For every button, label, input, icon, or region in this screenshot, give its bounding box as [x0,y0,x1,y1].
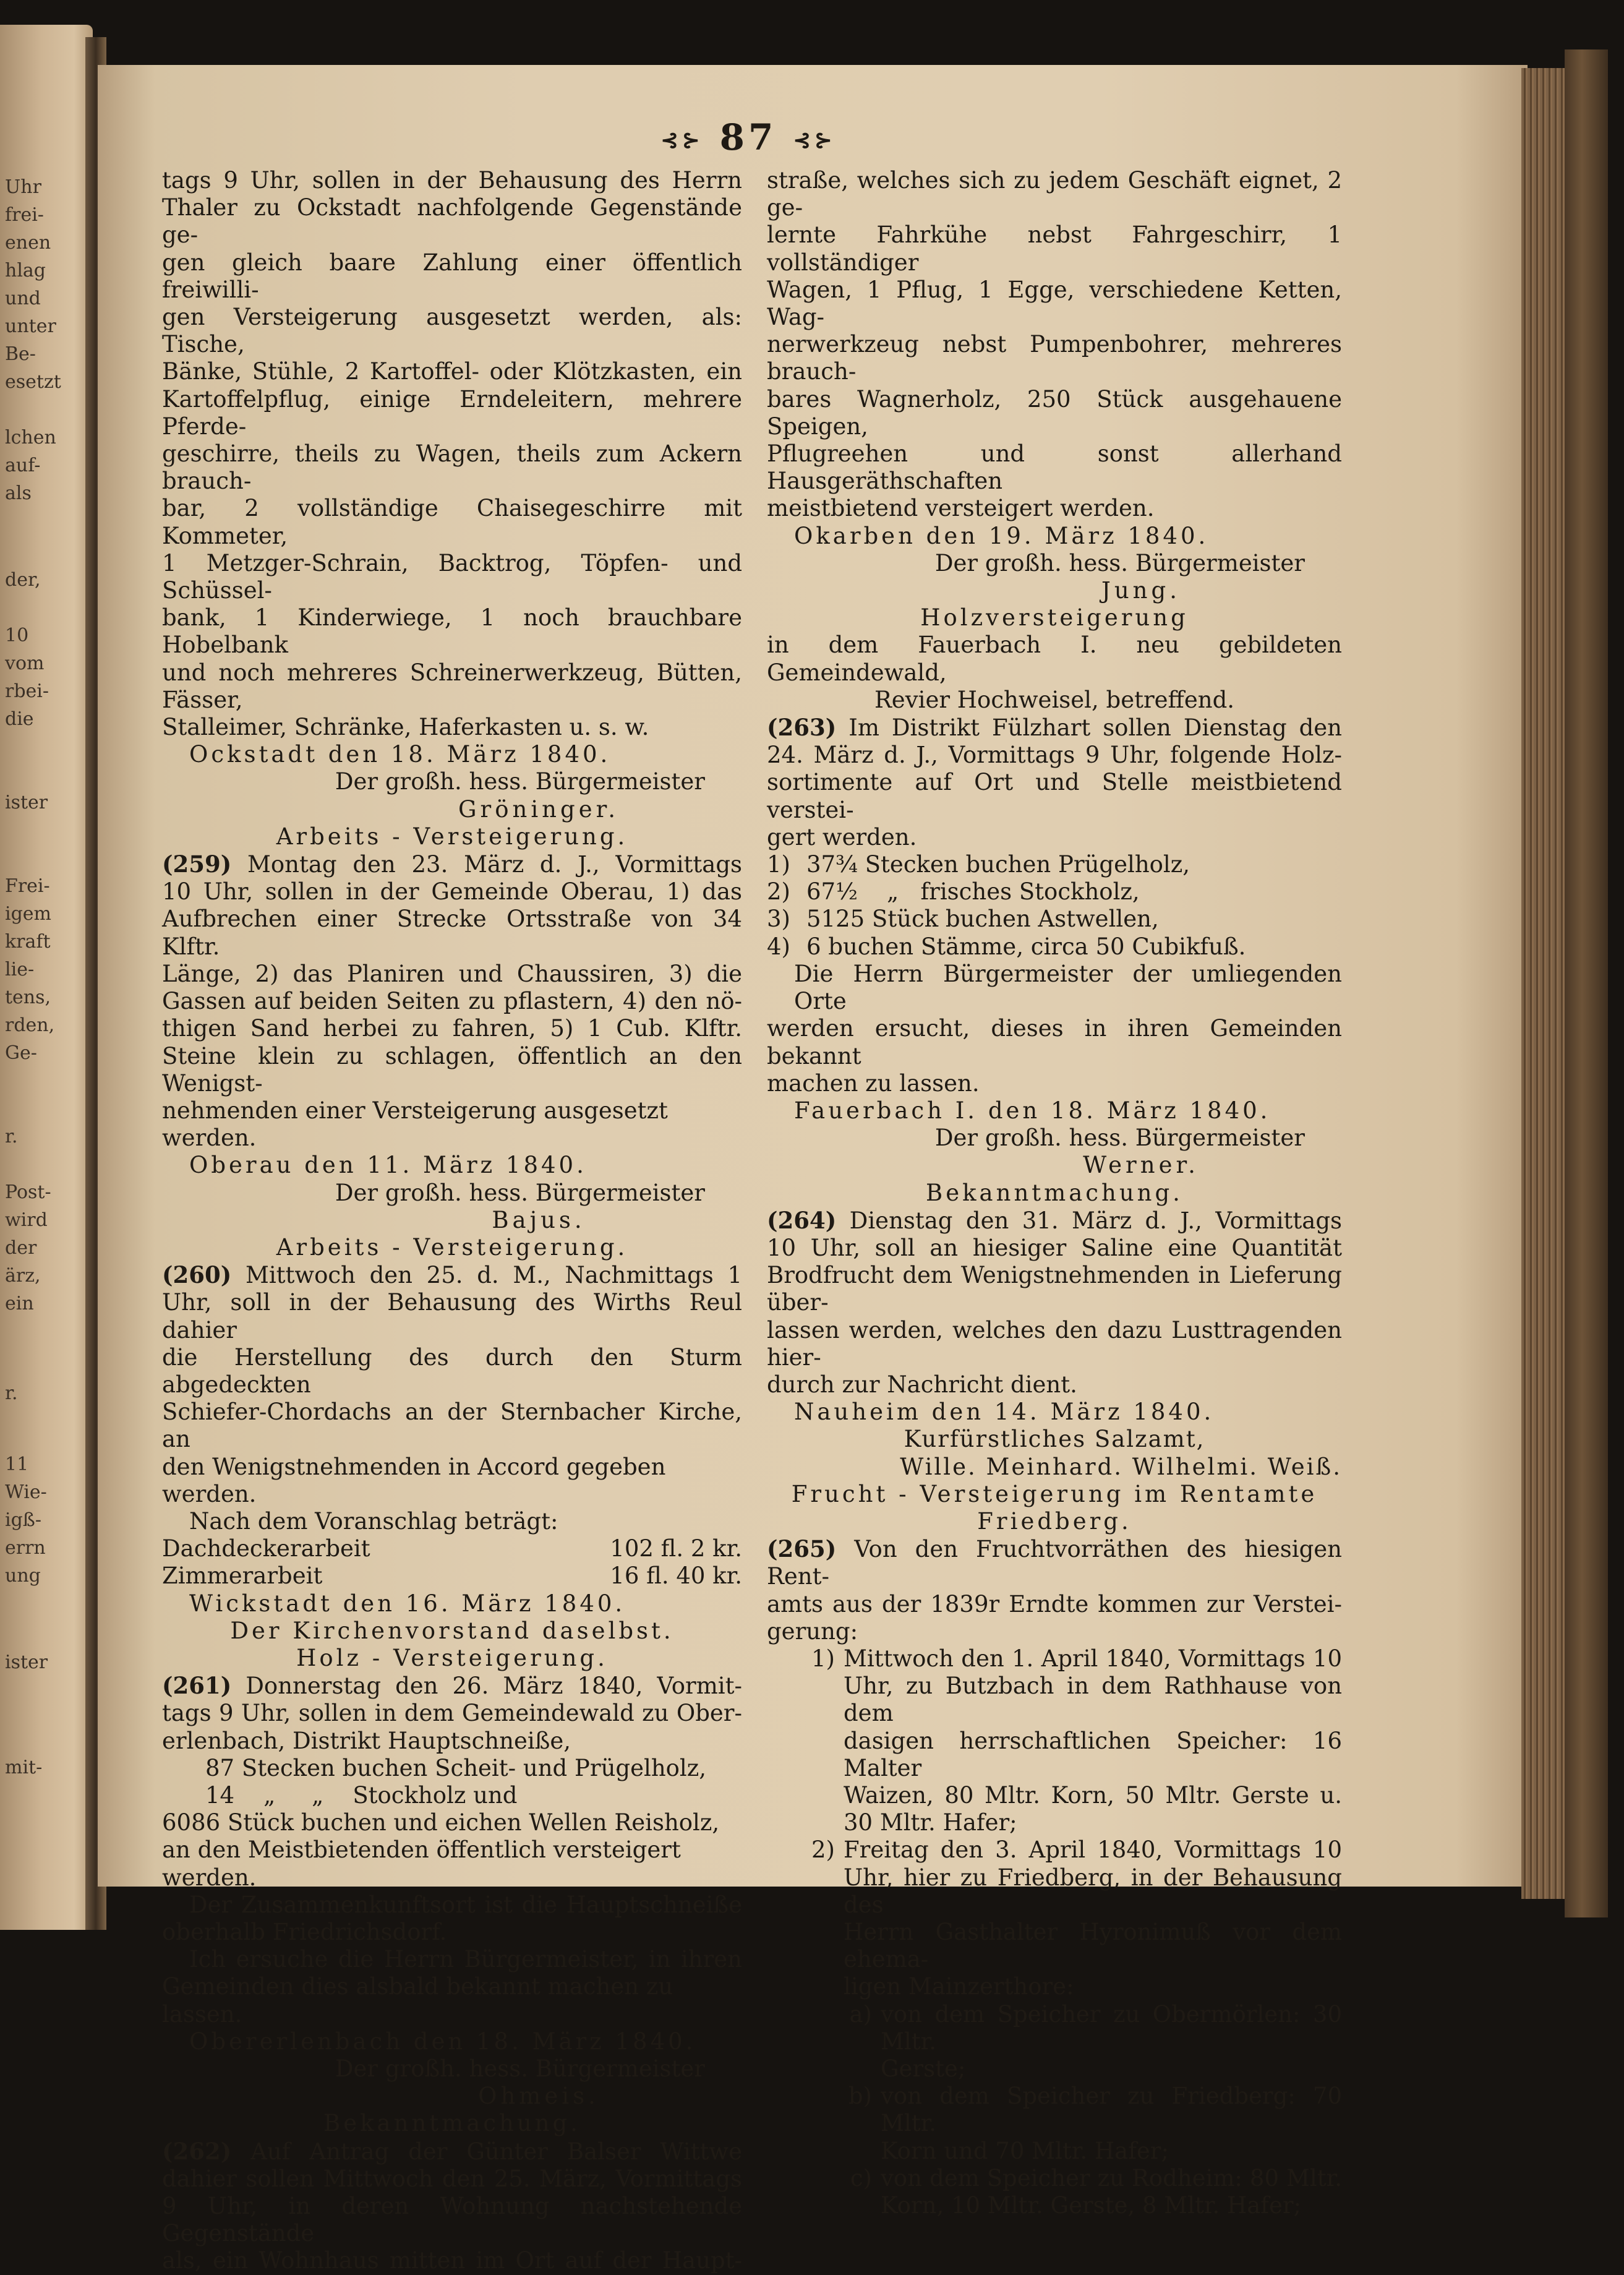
notice-first-line [767,714,1342,742]
text-line: tags 9 Uhr, sollen in der Behausung des Herrn [162,167,742,194]
text-line: Pflugreehen und sonst allerhand Hausgeräthschaften [767,440,1342,495]
text-line: 24. März d. J., Vormittags 9 Uhr, folgende Holz- [767,742,1342,769]
text-line: bank, 1 Kinderwiege, 1 noch brauchbare Hobelbank [162,604,742,659]
book-cover [1565,49,1608,1917]
notice-text: Montag den 23. März d. J., Vormittags [247,851,743,878]
notice-date: Obererlenbach den 18. März 1840. [189,2028,696,2055]
left-page-fragment: ister [5,1652,48,1673]
left-page-fragment: r. [5,1382,18,1404]
signature-title: Kurfürstliches Salzamt, [904,1426,1205,1453]
notice-heading: Arbeits - Versteigerung. [276,1233,628,1261]
text-line: gen Versteigerung ausgesetzt werden, als: Tische, [162,304,742,358]
page-header [643,116,853,158]
text-line: Schiefer-Chordachs an der Sternbacher Kirche, an [162,1399,742,1453]
notice-text: Dienstag den 31. März d. J., Vormittags [849,1207,1342,1234]
text-line: Freitag den 3. April 1840, Vormittags 10 [844,1836,1342,1864]
signature-title: Der großh. hess. Bürgermeister [335,2055,705,2083]
notice-number: (260) [162,1261,232,1289]
text-line: als, ein Wohnhaus mitten im Ort auf der Haupt- [162,2247,742,2274]
cost-label: Dachdeckerarbeit [162,1535,370,1562]
left-column [162,167,742,2275]
left-page-fragment: ein [5,1293,34,1314]
signature-title: Der großh. hess. Bürgermeister [934,1125,1305,1152]
notice-heading: Bekanntmachung. [926,1179,1183,1206]
page-number: 87 [719,116,777,158]
left-page-fragment: Wie- [5,1481,47,1503]
left-page-fragment: enen [5,232,51,254]
text-line: von dem Speicher zu Friedberg: 70 Mltr. [881,2083,1342,2137]
left-page-fragment: ärz, [5,1265,41,1287]
ornament-left: ⊰⊱ [660,128,704,153]
left-page-edge [0,25,93,1930]
notice-heading: Friedberg. [977,1507,1132,1535]
left-page-fragment: kraft [5,931,51,953]
signature-title: Der Kirchenvorstand daselbst. [230,1617,674,1644]
notice-date: Okarben den 19. März 1840. [794,522,1209,549]
cost-amount: 102 fl. 2 kr. [610,1535,742,1562]
text-line: bares Wagnerholz, 250 Stück ausgehauene Speigen, [767,385,1342,440]
notice-date: Ockstadt den 18. März 1840. [189,741,611,768]
cost-row [162,1562,742,1590]
text-line: Steine klein zu schlagen, öffentlich an den Wenigst- [162,1042,742,1097]
left-page-fragment: lchen [5,427,56,448]
notice-first-line [767,1207,1342,1235]
auction-subitem [767,2083,1342,2165]
text-line: 10 Uhr, soll an hiesiger Saline eine Quantität [767,1234,1342,1261]
text-line: gerung: [767,1617,858,1645]
text-line: oberhalb Friedrichsdorf. [162,1919,447,1945]
text-line: von dem Speicher zu Obermörlen: 30 Mltr. [881,2000,1342,2055]
text-line: lernte Fahrkühe nebst Fahrgeschirr, 1 vollständiger [767,221,1342,276]
wood-item [767,851,1342,878]
notice-text: Donnerstag den 26. März 1840, Vormit- [246,1673,742,1700]
notice-first-line [767,1535,1342,1590]
notice-heading: Bekanntmachung. [323,2110,581,2137]
text-line: Mittwoch den 1. April 1840, Vormittags 10 [844,1645,1342,1672]
item-marker: 2) [767,878,790,906]
text-line: straße, welches sich zu jedem Geschäft eignet, 2 ge- [767,167,1342,221]
text-line: meistbietend versteigert werden. [767,495,1155,522]
text-line: Ich ersuche die Herrn Bürgermeister, in ihren [189,1946,742,1973]
left-page-fragment: ung [5,1565,41,1587]
text-line: Gemeinden dies alsbald bekannt machen zu lassen. [162,1973,673,2028]
notice-number: (261) [162,1672,232,1700]
text-line: durch zur Nachricht dient. [767,1371,1077,1398]
text-line: geschirre, theils zu Wagen, theils zum Ackern brauch- [162,440,742,495]
text-line: lassen werden, welches den dazu Lusttragenden hier- [767,1316,1342,1371]
text-line: Uhr, soll in der Behausung des Wirths Reul dahier [162,1289,742,1343]
text-line: nehmenden einer Versteigerung ausgesetzt werden. [162,1097,668,1152]
left-page-fragment: rden, [5,1014,55,1036]
wood-item: 14 „ „ Stockholz und [205,1781,518,1809]
text-line: die Herstellung des durch den Sturm abgedeckten [162,1343,742,1398]
notice-number: (263) [767,714,837,742]
text-line: ligen Mainzerthore: [844,1973,1074,2000]
item-marker: 2) [811,1836,835,1864]
notice-date: Nauheim den 14. März 1840. [794,1399,1215,1426]
signature-title: Der großh. hess. Bürgermeister [335,768,705,795]
wood-item [767,906,1342,933]
left-page-fragment: lie- [5,959,35,980]
left-page-fragment: Uhr [5,176,41,198]
text-line: Herrn Gasthalter Hyronimuß vor dem ehema- [844,1919,1342,1973]
notice-date: Wickstadt den 16. März 1840. [189,1590,626,1617]
text-line: Die Herrn Bürgermeister der umliegenden Orte [794,960,1342,1015]
notice-heading: Holzversteigerung [920,604,1189,632]
left-page-fragment: Be- [5,343,36,365]
notice-subheading: Revier Hochweisel, betreffend. [874,686,1235,713]
notice-number: (265) [767,1535,837,1563]
text-line: und noch mehreres Schreinerwerkzeug, Bütten, Fässer, [162,659,742,713]
notice-date: Fauerbach I. den 18. März 1840. [794,1097,1271,1124]
notice-number: (259) [162,850,232,878]
text-line: 10 Uhr, sollen in der Gemeinde Oberau, 1) das [162,878,742,906]
text-line: Gassen auf beiden Seiten zu pflastern, 4) den nö- [162,988,742,1015]
text-line: 30 Mltr. Hafer; [844,1809,1017,1836]
item-marker: 1) [767,851,790,878]
left-page-fragment: errn [5,1537,46,1559]
wood-item [767,933,1342,961]
text-line: Aufbrechen einer Strecke Ortsstraße von 34 Klftr. [162,906,742,960]
auction-subitem [767,2001,1342,2083]
notice-heading: Arbeits - Versteigerung. [276,823,628,850]
notice-number: (262) [162,2137,232,2165]
text-line: Korn, 10 Mltr. Gerste, 8 Mltr. Hafer; [881,2192,1302,2219]
notice-heading: Frucht - Versteigerung im Rentamte [791,1480,1318,1507]
text-line: Gerste; [881,2055,966,2083]
left-page-fragment: Post- [5,1181,51,1203]
cost-label: Zimmerarbeit [162,1562,323,1590]
notice-first-line [162,2138,742,2166]
left-page-fragment: und [5,288,41,309]
text-line: dasigen herrschaftlichen Speicher: 16 Malter [844,1727,1342,1781]
auction-item [767,1645,1342,1836]
item-marker: 3) [767,906,790,933]
notice-text: Auf Antrag der Günter Balser Wittwe [250,2138,743,2165]
left-page-fragment: tens, [5,987,51,1008]
text-line: amts aus der 1839r Erndte kommen zur Verstei- [767,1590,1342,1617]
notice-first-line [162,850,742,878]
wood-item: 87 Stecken buchen Scheit- und Prügelholz, [205,1754,707,1781]
notice-number: (264) [767,1206,837,1234]
text-line: erlenbach, Distrikt Hauptschneiße, [162,1727,571,1754]
item-text: 5125 Stück buchen Astwellen, [806,906,1159,933]
signature-title: Der großh. hess. Bürgermeister [335,1179,705,1206]
text-line: machen zu lassen. [767,1069,980,1097]
text-line: Wagen, 1 Pflug, 1 Egge, verschiedene Ketten, Wag- [767,276,1342,331]
item-marker: 1) [811,1645,835,1672]
left-page-fragment: rbei- [5,680,49,702]
item-text: 37¾ Stecken buchen Prügelholz, [806,851,1190,878]
left-page-fragment: igem [5,903,51,925]
text-line: Kartoffelpflug, einige Erndeleitern, mehrere Pferde- [162,385,742,440]
left-page-fragment: unter [5,315,56,337]
text-line: Uhr, zu Butzbach in dem Rathhause von dem [844,1673,1342,1727]
text-line: bar, 2 vollständige Chaisegeschirre mit Kommeter, [162,495,742,549]
text-line: Bänke, Stühle, 2 Kartoffel- oder Klötzkasten, ein [162,358,742,385]
text-line: gen gleich baare Zahlung einer öffentlich freiwilli- [162,249,742,303]
left-page-fragment: Ge- [5,1042,37,1064]
item-text: 67½ „ frisches Stockholz, [806,878,1140,906]
text-line: Brodfrucht dem Wenigstnehmenden in Lieferung über- [767,1262,1342,1316]
notice-date: Oberau den 11. März 1840. [189,1152,587,1179]
left-page-fragment: wird [5,1209,48,1231]
text-line: an den Meistbietenden öffentlich versteigert werden. [162,1836,681,1891]
left-page-fragment: der, [5,569,41,591]
auction-subitem [767,2165,1342,2219]
left-page-fragment: die [5,708,34,730]
left-page-fragment: frei- [5,204,44,226]
left-page-fragment: 11 [5,1454,29,1475]
text-line: Der Zusammenkunftsort ist die Hauptschneiße [189,1891,742,1918]
text-line: 1 Metzger-Schrain, Backtrog, Töpfen- und Schüssel- [162,549,742,604]
left-page-fragment: der [5,1237,37,1259]
notice-first-line [162,1261,742,1289]
text-line: thigen Sand herbei zu fahren, 5) 1 Cub. Klftr. [162,1015,742,1042]
left-page-fragment: mit- [5,1757,43,1778]
text-line: 9 Uhr, in deren Wohnung nachstehende Gegenstände [162,2193,742,2247]
signature-name: Jung. [1101,577,1181,604]
left-page-fragment: hlag [5,260,46,281]
signature-name: Ohmeis. [478,2083,599,2110]
text-line: nerwerkzeug nebst Pumpenbohrer, mehreres brauch- [767,331,1342,385]
cost-row [162,1535,742,1562]
right-column [767,167,1342,2219]
item-marker: c) [850,2164,872,2191]
signature-title: Der großh. hess. Bürgermeister [934,549,1305,576]
cost-amount: 16 fl. 40 kr. [610,1562,742,1590]
signature-name: Wille. Meinhard. Wilhelmi. Weiß. [900,1453,1342,1480]
left-page-fragment: auf- [5,455,41,476]
ornament-right: ⊰⊱ [793,128,836,153]
text-line: den Wenigstnehmenden in Accord gegeben werden. [162,1453,666,1507]
left-page-fragment: vom [5,653,45,674]
notice-text: Von den Fruchtvorräthen des hiesigen Rent- [767,1536,1342,1590]
left-page-fragment: ister [5,792,48,813]
text-line: Stalleimer, Schränke, Haferkasten u. s. w. [162,714,649,741]
text-line: dahier sollen Mittwoch den 25. März, Vormittags [162,2165,742,2192]
auction-item [767,1836,1342,2000]
text-line: werden ersucht, dieses in ihren Gemeinden bekannt [767,1015,1342,1069]
text-line: sortimente auf Ort und Stelle meistbietend verstei- [767,769,1342,823]
text-line: von dem Speicher zu Rodheim: 80 Mltr. [881,2164,1342,2191]
wood-item [767,878,1342,906]
wood-item: 6086 Stück buchen und eichen Wellen Reisholz, [162,1809,720,1836]
text-line: Thaler zu Ockstadt nachfolgende Gegenstände ge- [162,194,742,249]
left-page-fragment: 10 [5,625,29,646]
notice-text: Mittwoch den 25. d. M., Nachmittags 1 [245,1262,742,1289]
item-text: 6 buchen Stämme, circa 50 Cubikfuß. [806,933,1246,960]
signature-name: Bajus. [492,1206,586,1233]
notice-first-line [162,1672,742,1700]
text-line: Korn und 70 Mltr. Hafer; [881,2137,1169,2164]
notice-heading: Holz - Versteigerung. [296,1644,608,1671]
notice-subheading: in dem Fauerbach I. neu gebildeten Gemeindewald, [767,632,1342,686]
left-page-fragment: als [5,482,32,504]
notice-text: Im Distrikt Fülzhart sollen Dienstag den [848,714,1342,742]
text-line: Waizen, 80 Mltr. Korn, 50 Mltr. Gerste u. [844,1781,1342,1809]
left-page-fragment: esetzt [5,371,61,393]
item-marker: a) [849,2000,872,2028]
page-block-edge [1521,68,1571,1899]
left-page-fragment: Frei- [5,875,50,897]
signature-name: Gröninger. [458,795,619,823]
text-line: Uhr, hier zu Friedberg, in der Behausung des [844,1864,1342,1918]
text-line: Länge, 2) das Planiren und Chaussiren, 3) die [162,960,742,987]
item-marker: b) [848,2083,872,2110]
text-line: tags 9 Uhr, sollen in dem Gemeindewald zu Ober- [162,1700,742,1727]
left-page-fragment: r. [5,1126,18,1147]
item-marker: 4) [767,933,790,960]
signature-name: Werner. [1083,1152,1199,1179]
text-line: gert werden. [767,823,917,850]
left-page-fragment: igß- [5,1509,41,1531]
estimate-label: Nach dem Voranschlag beträgt: [189,1507,558,1535]
